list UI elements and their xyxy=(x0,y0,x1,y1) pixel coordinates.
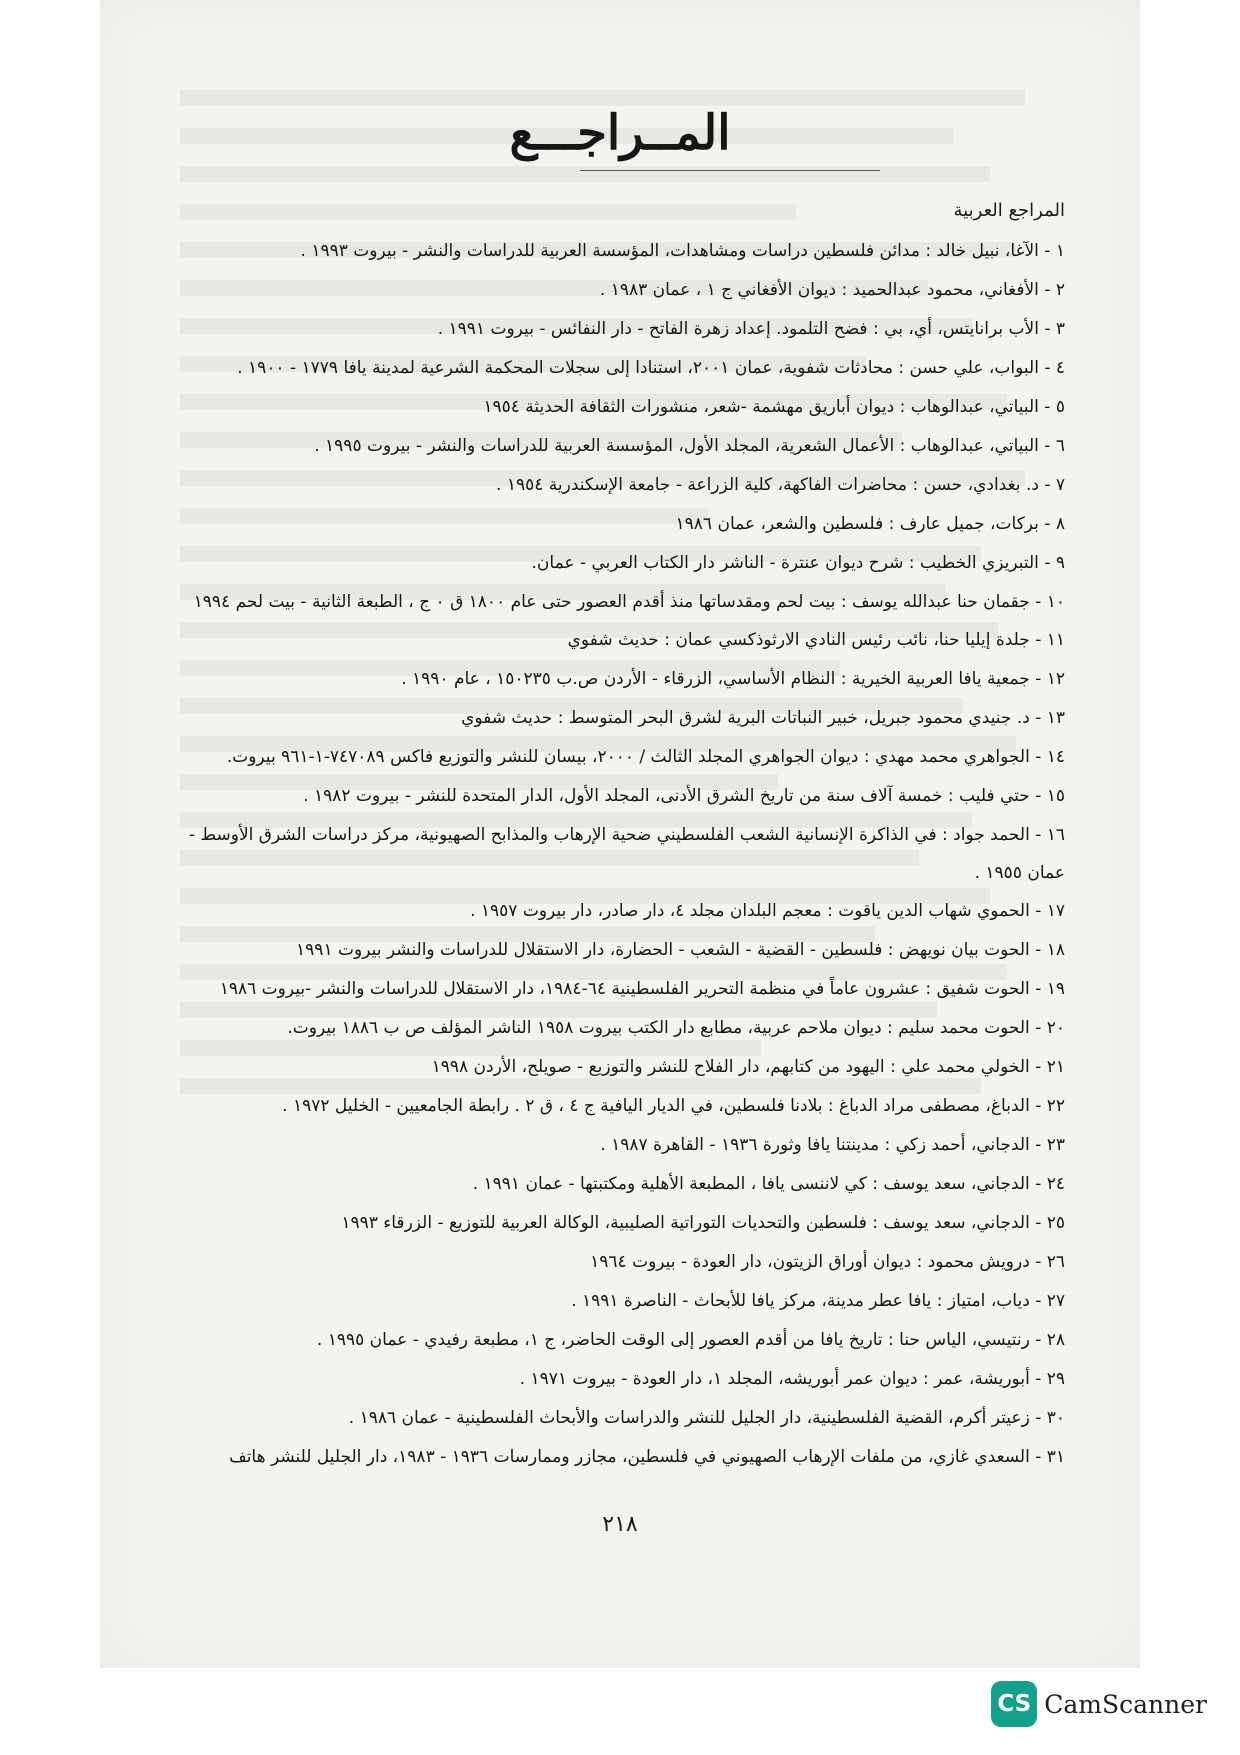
reference-item: ٢٤ - الدجاني، سعد يوسف : كي لاننسى يافا ، المطبعة الأهلية ومكتبتها - عمان ١٩٩١ . xyxy=(472,1174,1065,1194)
reference-item: ٢٠ - الحوت محمد سليم : ديوان ملاحم عربية، مطابع دار الكتب بيروت ١٩٥٨ الناشر المؤلف ص ب ١٨٨٦ بيروت. xyxy=(287,1018,1065,1038)
page-title: المــراجـــع xyxy=(509,105,731,161)
reference-item: ١٥ - حتي فليب : خمسة آلاف سنة من تاريخ الشرق الأدنى، المجلد الأول، الدار المتحدة للنشر - بيروت ١٩٨٢ . xyxy=(303,786,1065,806)
reference-item: ٢٦ - درويش محمود : ديوان أوراق الزيتون، دار العودة - بيروت ١٩٦٤ xyxy=(590,1252,1065,1272)
reference-item: ٢٢ - الدباغ، مصطفى مراد الدباغ : بلادنا فلسطين، في الديار اليافية ج ٤ ، ق ٢ . رابطة الجامعيين - الخليل ١٩٧٢ . xyxy=(282,1096,1065,1116)
reference-item: ٢٧ - دياب، امتياز : يافا عطر مدينة، مركز يافا للأبحاث - الناصرة ١٩٩١ . xyxy=(571,1291,1065,1311)
reference-item: ٢١ - الخولي محمد علي : اليهود من كتابهم، دار الفلاح للنشر والتوزيع - صويلح، الأردن ١٩٩٨ xyxy=(431,1057,1065,1077)
reference-item: ١٣ - د. جنيدي محمود جبريل، خبير النباتات البرية لشرق البحر المتوسط : حديث شفوي xyxy=(461,708,1065,728)
reference-item: ٣ - الأب برانايتس، أي، بي : فضح التلمود. إعداد زهرة الفاتح - دار النفائس - بيروت ١٩٩١ . xyxy=(437,319,1065,339)
reference-item: ٣١ - السعدي غازي، من ملفات الإرهاب الصهيوني في فلسطين، مجازر وممارسات ١٩٣٦ - ١٩٨٣، دار الجليل للنشر هاتف xyxy=(229,1447,1065,1467)
reference-item: ٢٥ - الدجاني، سعد يوسف : فلسطين والتحديات التوراتية الصليبية، الوكالة العربية للتوزيع - الزرقاء ١٩٩٣ xyxy=(341,1213,1065,1233)
document-page xyxy=(100,0,1140,1668)
reference-list xyxy=(165,232,1065,1477)
reference-item: ٨ - بركات، جميل عارف : فلسطين والشعر، عمان ١٩٨٦ xyxy=(675,514,1065,534)
reference-item: ١ - الآغا، نبيل خالد : مدائن فلسطين دراسات ومشاهدات، المؤسسة العربية للدراسات والنشر - بيروت ١٩٩٣ . xyxy=(300,241,1065,261)
reference-item: ٣٠ - زعيتر أكرم، القضية الفلسطينية، دار الجليل للنشر والدراسات والأبحاث الفلسطينية - عمان ١٩٨٦ . xyxy=(348,1408,1065,1428)
reference-item: ٢ - الأفغاني، محمود عبدالحميد : ديوان الأفغاني ج ١ ، عمان ١٩٨٣ . xyxy=(599,280,1065,300)
reference-item: ٥ - البياتي، عبدالوهاب : ديوان أباريق مهشمة -شعر، منشورات الثقافة الحديثة ١٩٥٤ xyxy=(483,397,1065,417)
reference-item: ٩ - التبريزي الخطيب : شرح ديوان عنترة - الناشر دار الكتاب العربي - عمان. xyxy=(531,553,1065,573)
reference-item: ١١ - جلدة إيليا حنا، نائب رئيس النادي الارثوذكسي عمان : حديث شفوي xyxy=(567,630,1065,650)
reference-item: ٢٩ - أبوريشة، عمر : ديوان عمر أبوريشه، المجلد ١، دار العودة - بيروت ١٩٧١ . xyxy=(519,1369,1065,1389)
reference-item: ٦ - البياتي، عبدالوهاب : الأعمال الشعرية، المجلد الأول، المؤسسة العربية للدراسات والنشر - بيروت ١٩٩٥ . xyxy=(314,436,1065,456)
reference-item: ١٦ - الحمد جواد : في الذاكرة الإنسانية الشعب الفلسطيني ضحية الإرهاب والمذابح الصهيونية، مركز دراسات الشرق الأوسط - عمان ١٩٥٥ . xyxy=(188,825,1065,883)
camscanner-watermark xyxy=(991,1681,1207,1727)
camscanner-logo-icon: CS xyxy=(991,1681,1037,1727)
section-heading: المراجع العربية xyxy=(953,200,1065,221)
reference-item: ١٠ - جقمان حنا عبدالله يوسف : بيت لحم ومقدساتها منذ أقدم العصور حتى عام ١٨٠٠ ق ٠ ج ، الطبعة الثانية - بيت لحم ١٩٩٤ xyxy=(193,592,1065,612)
reference-item: ٢٨ - رنتيسي، الياس حنا : تاريخ يافا من أقدم العصور إلى الوقت الحاضر، ج ١، مطبعة رفيدي - عمان ١٩٩٥ . xyxy=(316,1330,1065,1350)
reference-item: ١٢ - جمعية يافا العربية الخيرية : النظام الأساسي، الزرقاء - الأردن ص.ب ١٥٠٢٣٥ ، عام ١٩٩٠ . xyxy=(401,669,1065,689)
reference-item: ٢٣ - الدجاني، أحمد زكي : مدينتنا يافا وثورة ١٩٣٦ - القاهرة ١٩٨٧ . xyxy=(600,1135,1065,1155)
page-number: ٢١٨ xyxy=(602,1512,638,1537)
camscanner-label: CamScanner xyxy=(1044,1689,1207,1719)
reference-item: ١٨ - الحوت بيان نويهض : فلسطين - القضية - الشعب - الحضارة، دار الاستقلال للدراسات والنشر بيروت ١٩٩١ xyxy=(296,940,1065,960)
reference-item: ٧ - د. بغدادي، حسن : محاضرات الفاكهة، كلية الزراعة - جامعة الإسكندرية ١٩٥٤ . xyxy=(496,475,1065,495)
reference-item: ١٧ - الحموي شهاب الدين ياقوت : معجم البلدان مجلد ٤، دار صادر، دار بيروت ١٩٥٧ . xyxy=(470,901,1065,921)
reference-item: ١٤ - الجواهري محمد مهدي : ديوان الجواهري المجلد الثالث / ٢٠٠٠، بيسان للنشر والتوزيع فاكس ٧٤٧٠٨٩-١-٩٦١ بيروت. xyxy=(226,747,1065,767)
reference-item: ٤ - البواب، علي حسن : محادثات شفوية، عمان ٢٠٠١، استنادا إلى سجلات المحكمة الشرعية لمدينة يافا ١٧٧٩ - ١٩٠٠ . xyxy=(237,358,1065,378)
title-underline xyxy=(580,170,880,171)
reference-item: ١٩ - الحوت شفيق : عشرون عاماً في منظمة التحرير الفلسطينية ٦٤-١٩٨٤، دار الاستقلال للدراسات والنشر -بيروت ١٩٨٦ xyxy=(219,979,1065,999)
